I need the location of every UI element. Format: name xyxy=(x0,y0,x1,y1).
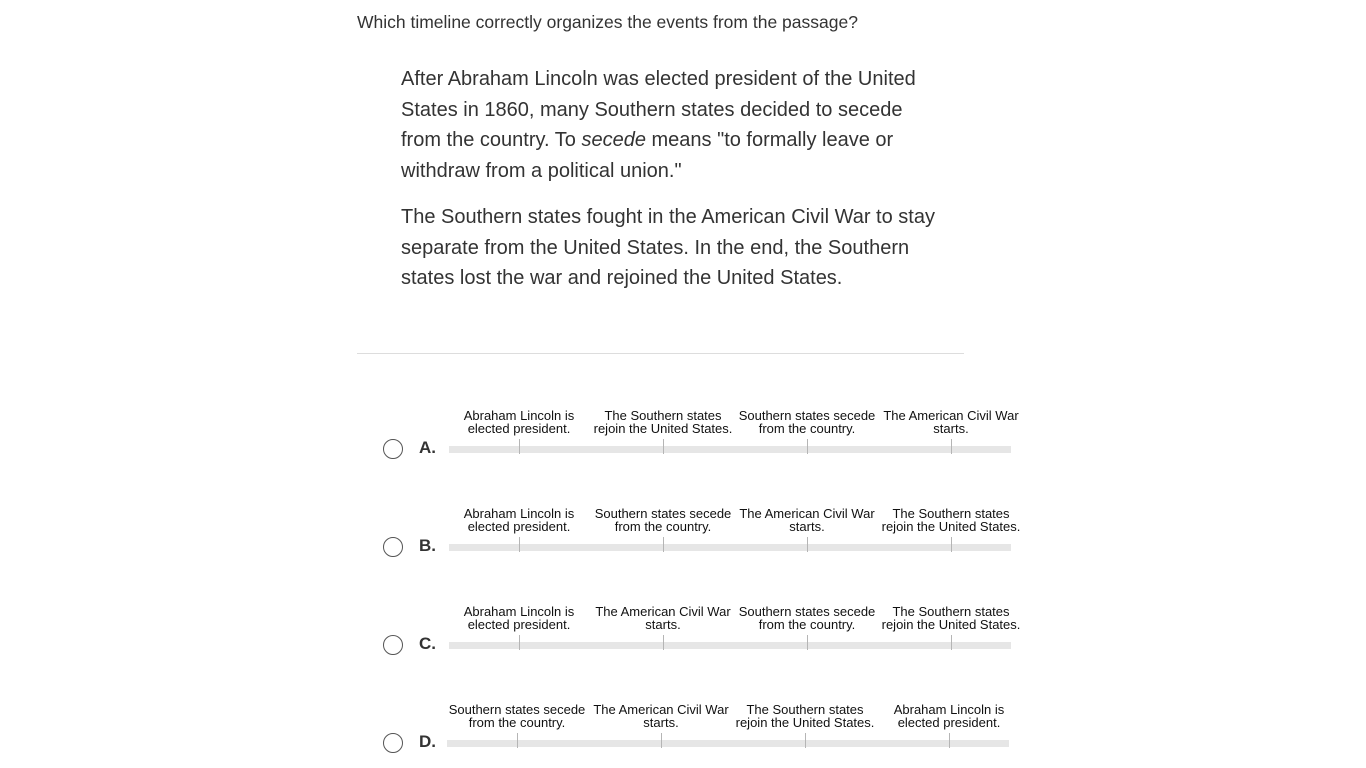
passage-paragraph-2: The Southern states fought in the American Civil War to stay separate from the United States. In the end, the Southern states lost the war and rejoined the United States. xyxy=(401,206,935,289)
timeline-tick xyxy=(663,439,664,454)
timeline-tick xyxy=(805,733,806,748)
timeline-event: The American Civil War starts. xyxy=(595,604,731,632)
timeline-tick xyxy=(663,635,664,650)
option-letter: A. xyxy=(419,438,436,457)
timeline-tick xyxy=(663,537,664,552)
timeline-event: The American Civil War starts. xyxy=(739,506,875,534)
timeline-tick xyxy=(951,439,952,454)
timeline-event: The Southern states rejoin the United States. xyxy=(881,604,1021,632)
timeline-tick xyxy=(951,537,952,552)
answer-option-c[interactable] xyxy=(380,574,1020,664)
question-text: Which timeline correctly organizes the events from the passage? xyxy=(357,12,858,32)
timeline-tick xyxy=(519,635,520,650)
timeline-event: Abraham Lincoln is elected president. xyxy=(463,506,575,534)
timeline-tick xyxy=(517,733,518,748)
answer-option-a[interactable] xyxy=(380,378,1020,468)
timeline-event: Southern states secede from the country. xyxy=(594,506,732,534)
answer-option-d[interactable] xyxy=(380,672,1020,762)
timeline-bar xyxy=(447,740,1009,747)
timeline-bar xyxy=(449,446,1011,453)
timeline-event: Southern states secede from the country. xyxy=(738,408,876,436)
timeline-event: The Southern states rejoin the United States. xyxy=(593,408,733,436)
timeline-event: Southern states secede from the country. xyxy=(738,604,876,632)
timeline-bar xyxy=(449,544,1011,551)
timeline-tick xyxy=(951,635,952,650)
timeline-event: The Southern states rejoin the United States. xyxy=(881,506,1021,534)
option-letter: B. xyxy=(419,536,436,555)
timeline-event: Southern states secede from the country. xyxy=(448,702,586,730)
timeline-event: The Southern states rejoin the United States. xyxy=(735,702,875,730)
divider xyxy=(357,353,964,354)
passage xyxy=(401,64,941,310)
option-letter: C. xyxy=(419,634,436,653)
timeline-tick xyxy=(807,537,808,552)
timeline-tick xyxy=(519,439,520,454)
radio-button[interactable] xyxy=(383,439,403,459)
radio-button[interactable] xyxy=(383,733,403,753)
timeline-event: The American Civil War starts. xyxy=(883,408,1019,436)
option-letter: D. xyxy=(419,732,436,751)
timeline-tick xyxy=(519,537,520,552)
timeline-tick xyxy=(807,439,808,454)
timeline-event: Abraham Lincoln is elected president. xyxy=(463,604,575,632)
answer-option-b[interactable] xyxy=(380,476,1020,566)
timeline-tick xyxy=(807,635,808,650)
passage-paragraph-1: After Abraham Lincoln was elected president of the United States in 1860, many Southern states decided to secede from the country. To secede means "to formally leave or withdraw from a political union." xyxy=(401,68,916,182)
timeline-tick xyxy=(661,733,662,748)
radio-button[interactable] xyxy=(383,537,403,557)
timeline-tick xyxy=(949,733,950,748)
timeline-bar xyxy=(449,642,1011,649)
radio-button[interactable] xyxy=(383,635,403,655)
timeline-event: The American Civil War starts. xyxy=(593,702,729,730)
timeline-event: Abraham Lincoln is elected president. xyxy=(463,408,575,436)
timeline-event: Abraham Lincoln is elected president. xyxy=(893,702,1005,730)
